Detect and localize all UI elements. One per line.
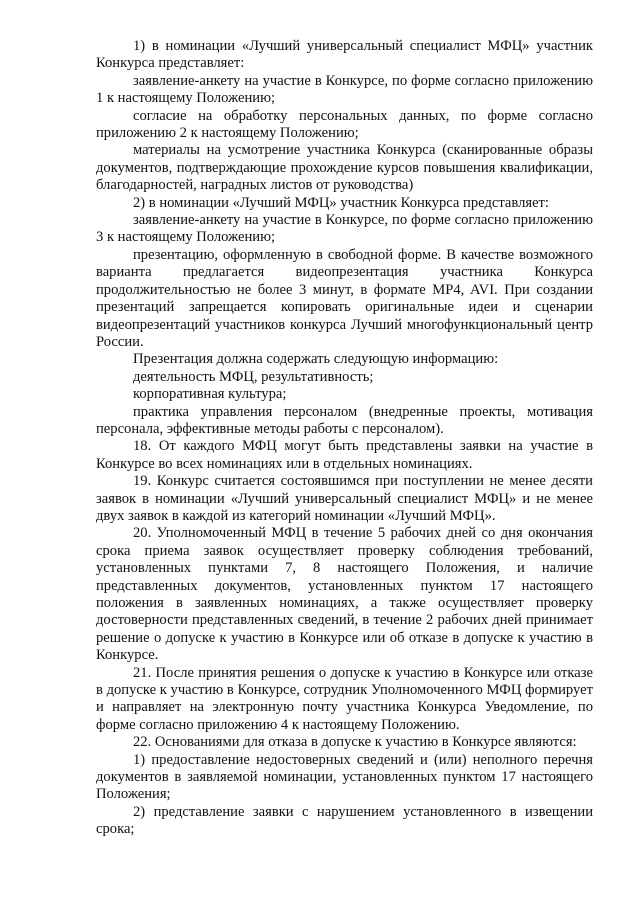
paragraph-corporate-culture: корпоративная культура; [133, 386, 287, 403]
paragraph-materials: материалы на усмотрение участника Конкурса (сканированные образы документов, подтверждающие прохождение курсов повышения квалификации, благодарностей, наградных листов от руководства) [96, 142, 593, 194]
paragraph-clause-18: 18. От каждого МФЦ могут быть представлены заявки на участие в Конкурсе во всех номинациях или в отдельных номинациях. [96, 438, 593, 472]
document-page [96, 38, 593, 839]
paragraph-clause-19: 19. Конкурс считается состоявшимся при поступлении не менее десяти заявок в номинации «Лучший универсальный специалист МФЦ» и не менее двух заявок в каждой из категорий номинации «Лучший МФЦ». [96, 473, 593, 524]
paragraph-mfc-activity: деятельность МФЦ, результативность; [133, 368, 374, 385]
paragraph-clause-22-item-2: 2) представление заявки с нарушением установленного в извещении срока; [96, 803, 593, 838]
paragraph-personnel-management: практика управления персоналом (внедренные проекты, мотивация персонала, эффективные методы работы с персоналом). [96, 403, 593, 437]
paragraph-clause-22-item-1: 1) предоставление недостоверных сведений и (или) неполного перечня документов в заявляемой номинации, установленных пунктом 17 настоящего Положения; [96, 751, 593, 803]
paragraph-clause-22: 22. Основаниями для отказа в допуске к участию в Конкурсе являются: [133, 734, 577, 751]
paragraph-clause-20: 20. Уполномоченный МФЦ в течение 5 рабочих дней со дня окончания срока приема заявок осуществляет проверку соблюдения требований, установленных пунктами 7, 8 настоящего Положения, и наличие представленных документов, установленных пунктом 17 настоящего положения в заявленных номинациях, а также осуществляет проверку достоверности представленных сведений, в течение 2 рабочих дней принимает решение о допуске к участию в Конкурсе или об отказе в допуске к участию в Конкурсе. [96, 525, 593, 664]
paragraph-application-form-1: заявление-анкету на участие в Конкурсе, по форме согласно приложению 1 к настоящему Положению; [96, 72, 593, 107]
paragraph-nomination-specialist: 1) в номинации «Лучший универсальный специалист МФЦ» участник Конкурса представляет: [96, 38, 593, 72]
paragraph-presentation-content: Презентация должна содержать следующую информацию: [133, 351, 499, 368]
paragraph-application-form-3: заявление-анкету на участие в Конкурсе, по форме согласно приложению 3 к настоящему Положению; [96, 212, 593, 246]
paragraph-clause-21: 21. После принятия решения о допуске к участию в Конкурсе или отказе в допуске к участию в Конкурсе, сотрудник Уполномоченного МФЦ формирует и направляет на электронную почту участника Конкурса Уведомление, по форме согласно приложению 4 к настоящему Положению. [96, 664, 593, 733]
paragraph-nomination-best-mfc: 2) в номинации «Лучший МФЦ» участник Конкурса представляет: [133, 194, 549, 211]
paragraph-presentation: презентацию, оформленную в свободной форме. В качестве возможного варианта предлагается видеопрезентация участника Конкурса продолжительностью не более 3 минут, в формате MP4, AVI. При создании презентаций запрещается копировать оригинальные идеи и сценарии видеопрезентаций участников конкурса Лучший многофункциональный центр России. [96, 246, 593, 350]
paragraph-consent-personal-data: согласие на обработку персональных данных, по форме согласно приложению 2 к настоящему Положению; [96, 107, 593, 142]
